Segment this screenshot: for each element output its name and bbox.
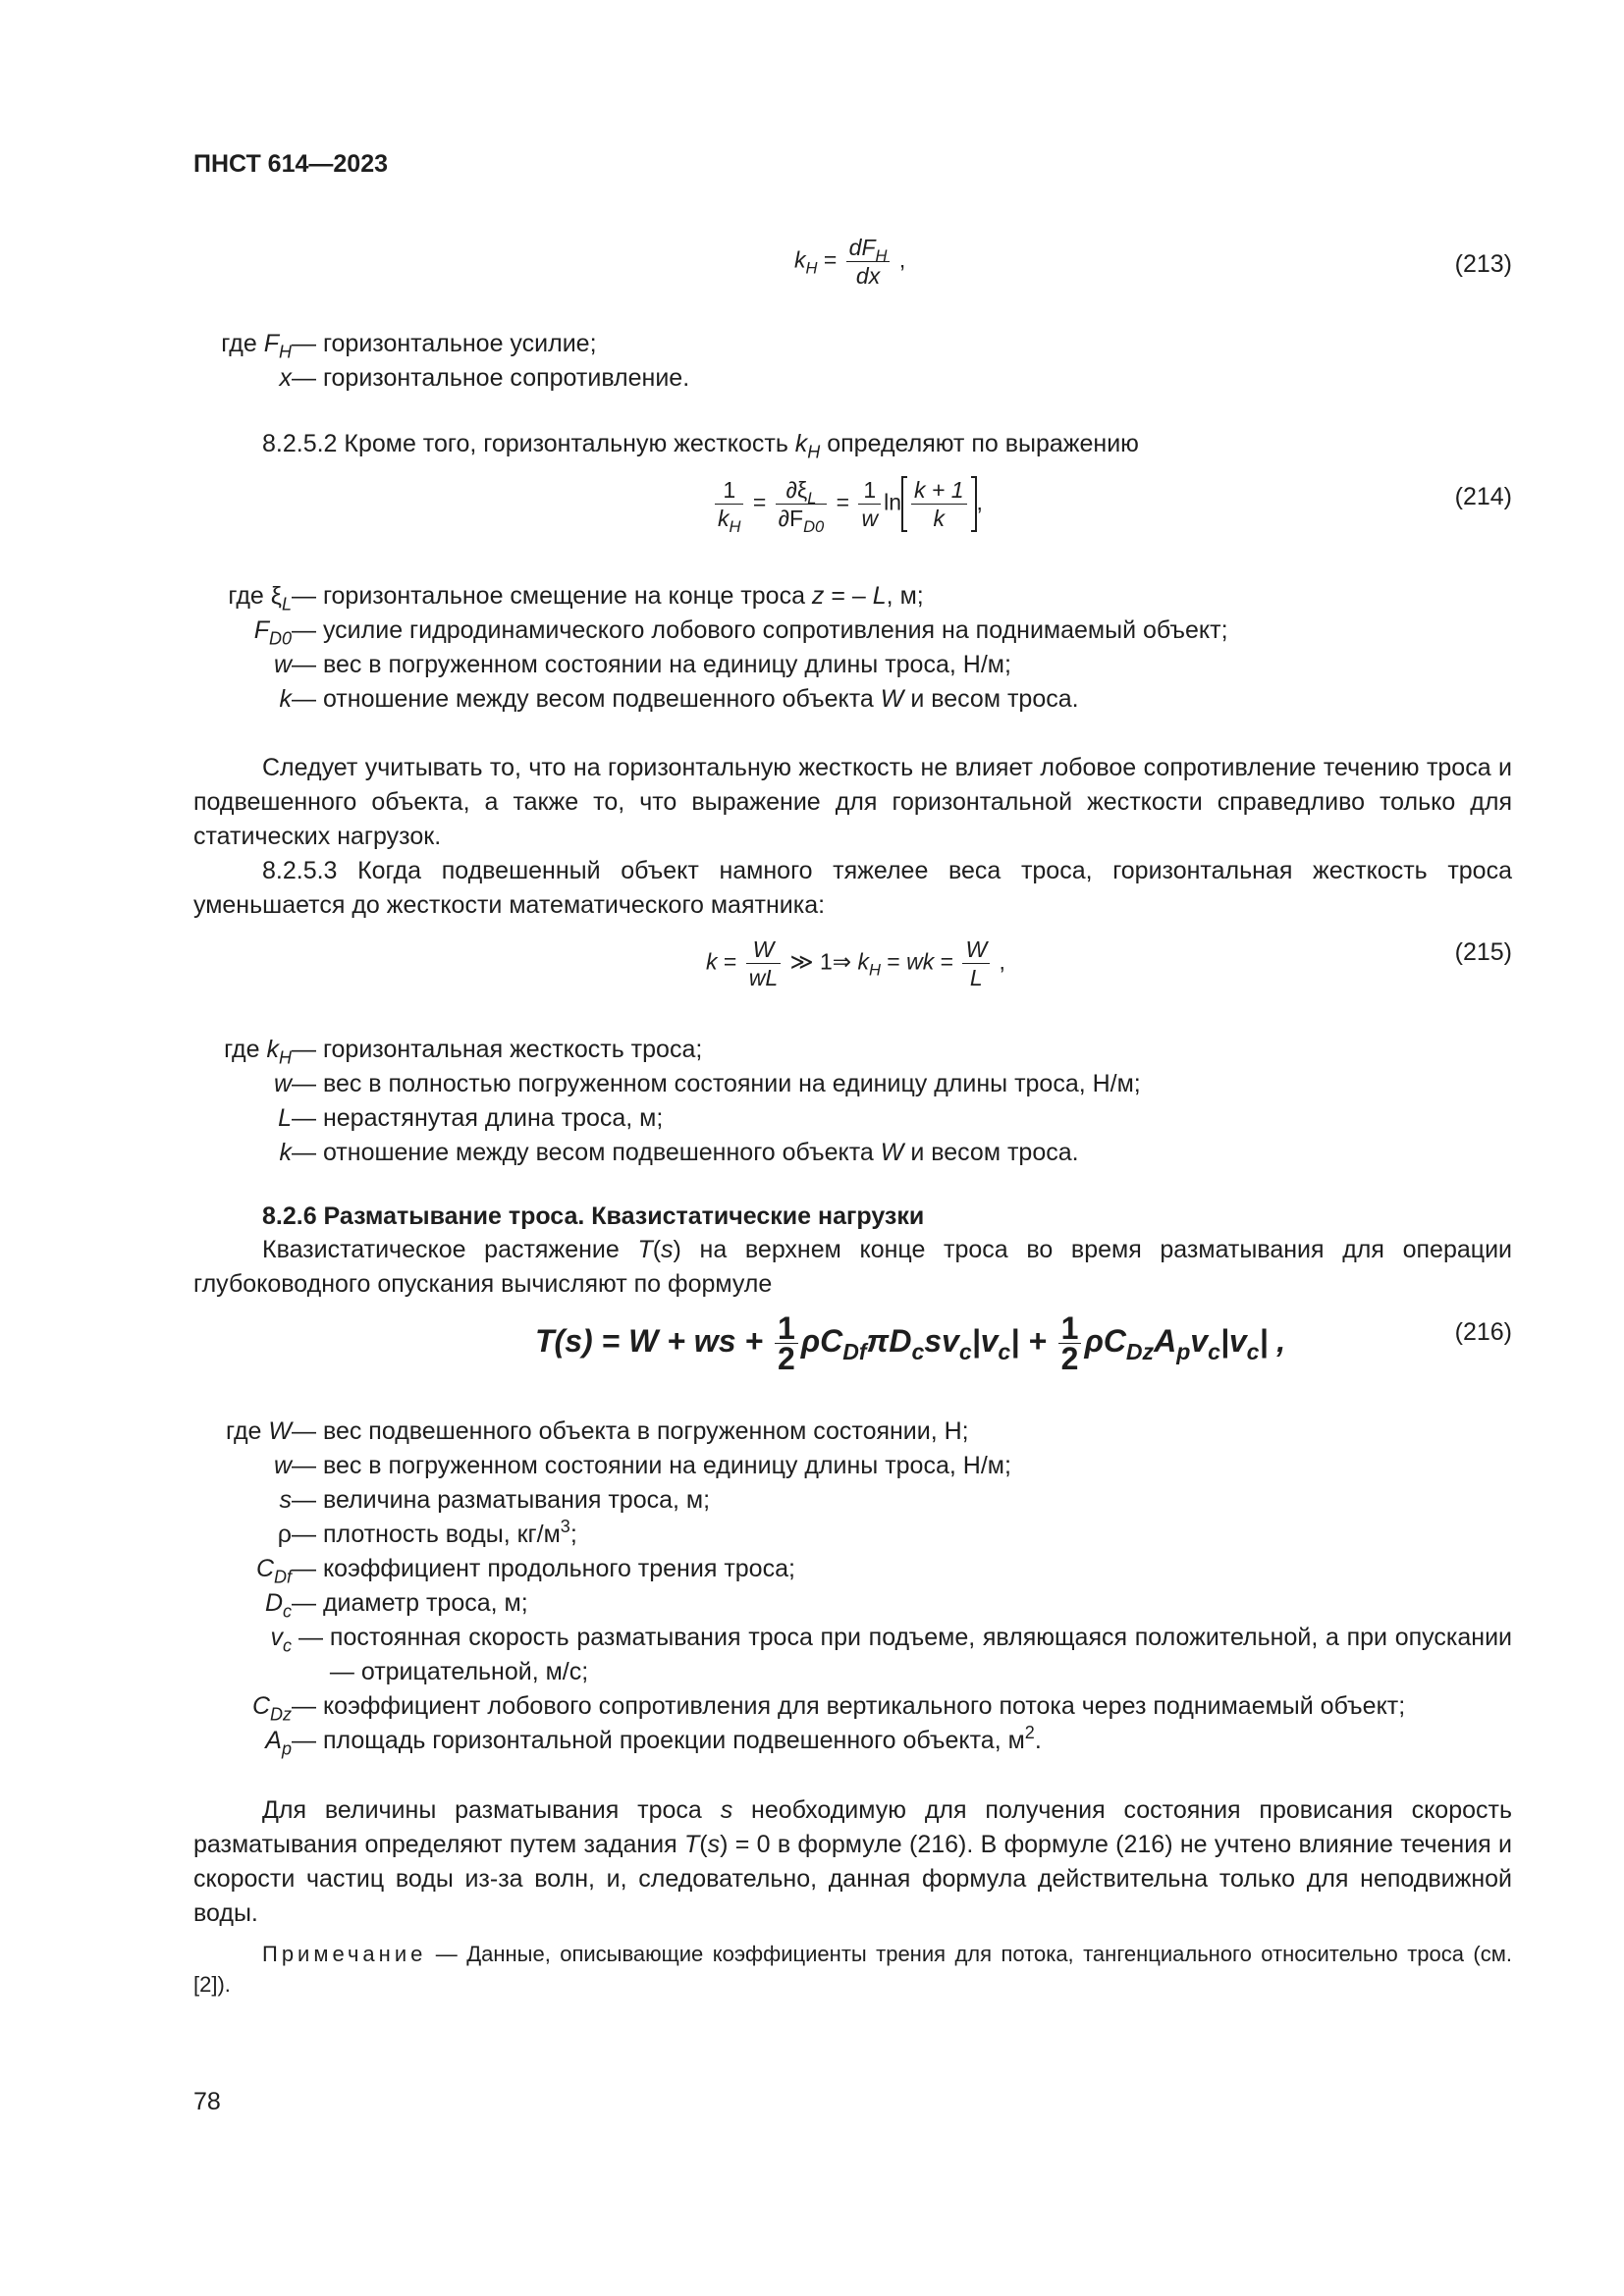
definitions-213 xyxy=(193,327,1512,396)
definition-row: s — величина разматывания троса, м; xyxy=(279,1486,711,1514)
definition-row: L — нерастянутая длина троса, м; xyxy=(278,1104,664,1132)
definition-row: k — отношение между весом подвешенного объекта W и весом троса. xyxy=(279,1139,1079,1166)
paragraph-8-2-6: Квазистатическое растяжение T(s) на верхнем конце троса во время разматывания для операции глубоководного опускания вычисляют по формуле xyxy=(193,1236,1513,1298)
equation-213 xyxy=(193,234,1512,302)
equation-number-216: (216) xyxy=(1454,1318,1512,1346)
note-label: Примечание xyxy=(262,1942,427,1966)
equation-number-213: (213) xyxy=(1454,250,1512,278)
definition-row: ρ — плотность воды, $кг/м^3$; xyxy=(277,1517,577,1548)
equation-214 xyxy=(193,476,1512,550)
definitions-216 xyxy=(193,1415,1512,1758)
definition-row: $D_c$ — диаметр троса, м; xyxy=(264,1589,528,1622)
paragraph-final: Для величины разматывания троса s необходимую для получения состояния провисания скорость разматывания определяют путем задания T(s) = 0 в формуле (216). В формуле (216) не учтено влияние течения и скорости частиц воды из-за волн, и, следовательно, данная формула действительна только для неподвижной воды. xyxy=(193,1796,1512,1927)
definition-row: $C_{Df}$ — коэффициент продольного трения троса; xyxy=(255,1555,795,1587)
formula-213: $k_H$ = $\frac{dF_H}{dx}$ , xyxy=(794,235,906,289)
page-number: 78 xyxy=(193,2088,221,2115)
document-header: ПНСТ 614—2023 xyxy=(193,150,388,178)
definition-row: где $F_H$ — горизонтальное усилие; xyxy=(221,330,597,362)
definition-row: w — вес в погруженном состоянии на единицу длины троса, Н/м; xyxy=(273,651,1011,678)
paragraph-note-stiffness: Следует учитывать то, что на горизонтальную жесткость не влияет лобовое сопротивление течению троса и подвешенного объекта, а также то, что выражение для горизонтальной жесткости справедливо только для статических нагрузок. xyxy=(193,754,1512,850)
definition-row: x — горизонтальное сопротивление. xyxy=(279,364,690,392)
definition-row: w — вес в полностью погруженном состоянии на единицу длины троса, Н/м; xyxy=(273,1070,1141,1097)
equation-number-214: (214) xyxy=(1454,483,1512,510)
equation-215 xyxy=(193,935,1512,1009)
definition-row: $C_{Dz}$ — коэффициент лобового сопротивления для вертикального потока через поднимаемый объект; xyxy=(251,1692,1406,1725)
definition-row: k — отношение между весом подвешенного объекта W и весом троса. xyxy=(279,685,1079,713)
definition-row: где W — вес подвешенного объекта в погруженном состоянии, Н; xyxy=(225,1417,969,1445)
paragraph-8-2-5-2: 8.2.5.2 Кроме того, горизонтальную жесткость $k_H$ определяют по выражению xyxy=(262,430,1139,462)
definitions-214 xyxy=(193,579,1512,717)
equation-number-215: (215) xyxy=(1454,938,1512,966)
section-heading-8-2-6: 8.2.6 Разматывание троса. Квазистатические нагрузки xyxy=(262,1202,925,1230)
note: Примечание — Данные, описывающие коэффициенты трения для потока, тангенциального относительно троса (см. [2]). xyxy=(193,1942,1512,1997)
definition-row: где $\xi_L$ — горизонтальное смещение на конце троса z = – L, м; xyxy=(228,582,924,614)
paragraph-8-2-5-3: 8.2.5.3 Когда подвешенный объект намного тяжелее веса троса, горизонтальная жесткость троса уменьшается до жесткости математического маятника: xyxy=(193,857,1512,919)
formula-216: T(s) = W + ws + $\frac{1}{2}$ $\rho C_{Df}\pi D_csv_c|v_c|$ + $\frac{1}{2}$ $\rho C_{Dz}A_pv_c|v_c|$ , xyxy=(535,1310,1286,1376)
definition-row: где $k_H$ — горизонтальная жесткость троса; xyxy=(224,1036,703,1068)
definition-row: $F_{D0}$ — усилие гидродинамического лобового сопротивления на поднимаемый объект; xyxy=(253,616,1228,649)
formula-215: k = $\frac{W}{wL}$ ≫ 1⇒ $k_H$ = wk = $\frac{W}{L}$ , xyxy=(706,936,1005,990)
formula-214: $\frac{1}{k_H}$ = $\frac{\partial\xi_L}{\partial F_{D0}}$ = $\frac{1}{w}$ ln $\frac{k + 1}{k}$ , xyxy=(712,476,983,532)
definitions-215 xyxy=(193,1033,1512,1170)
definition-row: $A_p$ — площадь горизонтальной проекции подвешенного объекта, $м^2$. xyxy=(265,1723,1042,1759)
equation-216 xyxy=(193,1310,1512,1392)
definition-row: w — вес в погруженном состоянии на единицу длины троса, Н/м; xyxy=(273,1452,1011,1479)
definition-row: $v_c$ — постоянная скорость разматывания троса при подъеме, являющаяся положительной, а при опускании — отрицательной, м/с; xyxy=(270,1624,1512,1685)
